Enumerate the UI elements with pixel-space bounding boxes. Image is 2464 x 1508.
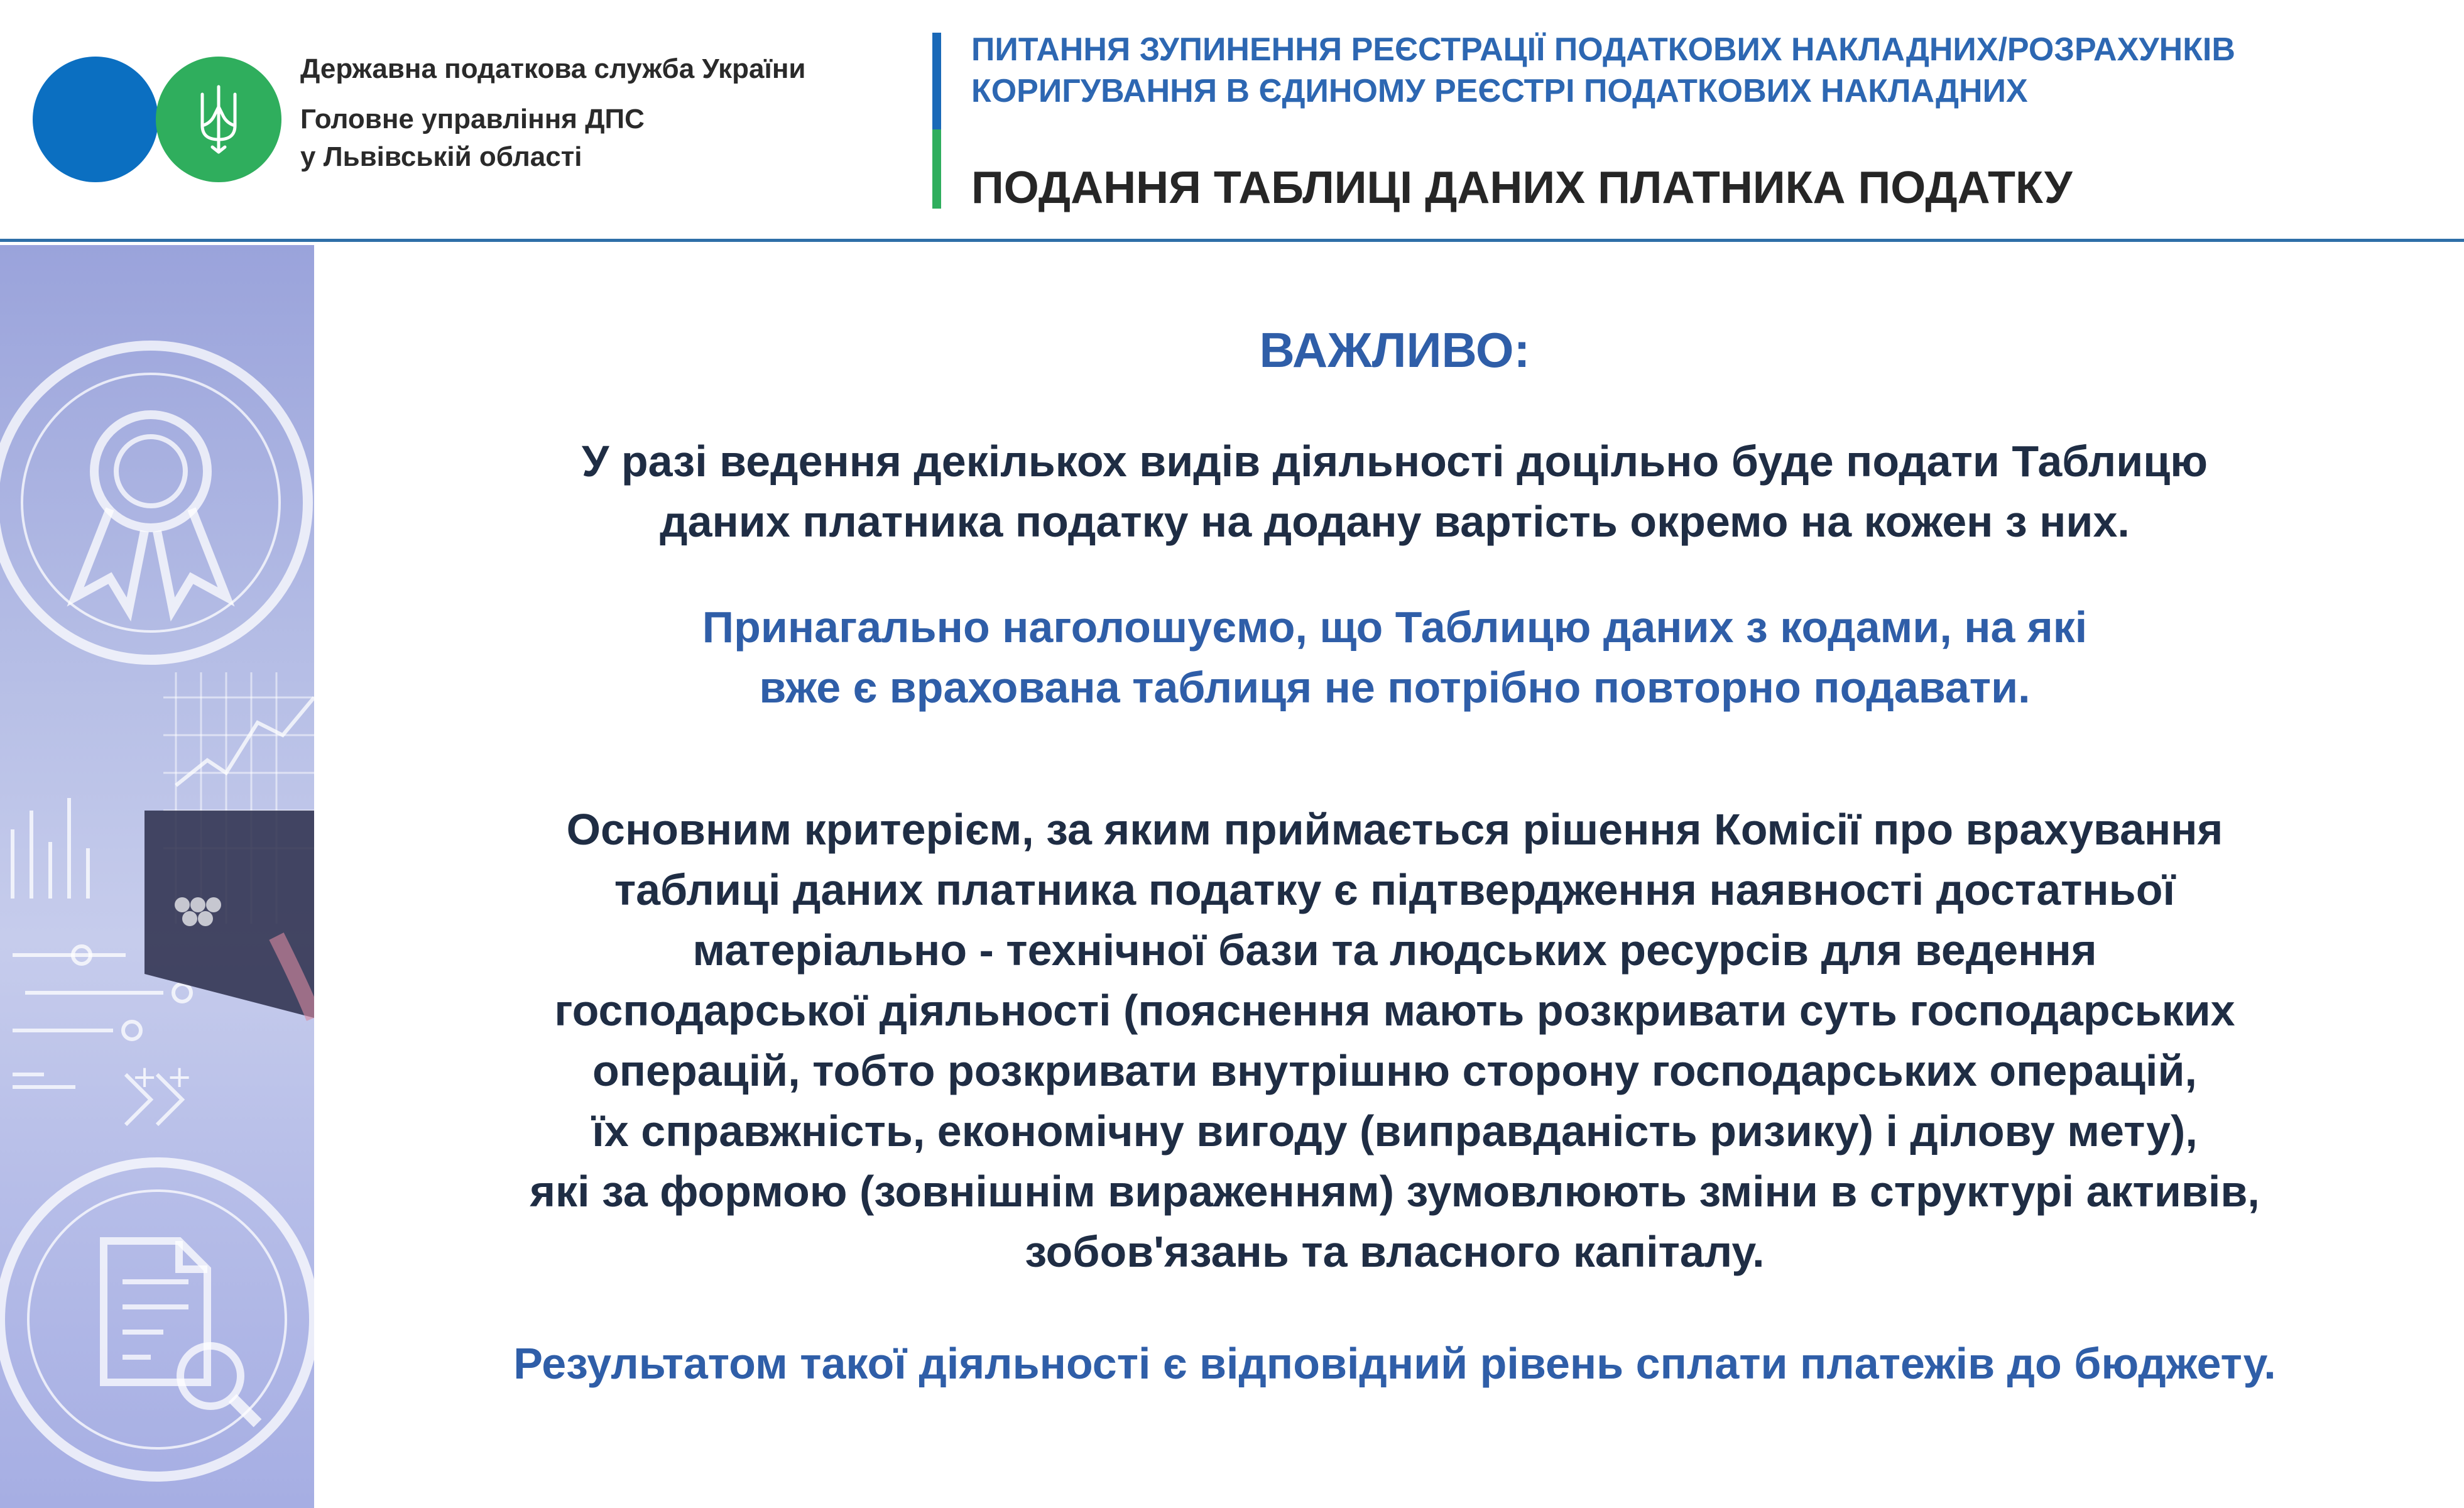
header: [0, 0, 2464, 242]
paragraph-multiple-activities: [314, 431, 2464, 552]
paragraph-line: господарської діяльності (пояснення мають розкривати суть господарських: [554, 986, 2235, 1035]
header-divider: [932, 33, 941, 209]
topic-line-1: ПИТАННЯ ЗУПИНЕННЯ РЕЄСТРАЦІЇ ПОДАТКОВИХ НАКЛАДНИХ/РОЗРАХУНКІВ: [971, 31, 2235, 68]
paragraph-line: Принагально наголошуємо, що Таблицю даних з кодами, на які: [702, 603, 2088, 652]
paragraph-line: операцій, тобто розкривати внутрішню сторону господарських операцій,: [592, 1046, 2197, 1095]
topic-line-2: КОРИГУВАННЯ В ЄДИНОМУ РЕЄСТРІ ПОДАТКОВИХ НАКЛАДНИХ: [971, 73, 2028, 109]
logo-green-circle: [156, 57, 281, 182]
paragraph-line: вже є врахована таблиця не потрібно повторно подавати.: [759, 663, 2031, 712]
paragraph-line: даних платника податку на додану вартість окремо на кожен з них.: [660, 497, 2130, 546]
paragraph-no-resubmission: [314, 597, 2464, 718]
section-title: ПОДАННЯ ТАБЛИЦІ ДАНИХ ПЛАТНИКА ПОДАТКУ: [971, 163, 2073, 213]
paragraph-line: Основним критерієм, за яким приймається рішення Комісії про врахування: [566, 805, 2223, 854]
org-service: Державна податкова служба України: [300, 53, 806, 84]
paragraph-result: [314, 1333, 2464, 1394]
trident-icon: [194, 82, 244, 157]
important-label: ВАЖЛИВО:: [1259, 322, 1530, 378]
paragraph-line: зобов'язань та власного капіталу.: [1025, 1227, 1765, 1276]
paragraph-line: таблиці даних платника податку є підтвердження наявності достатньої: [614, 865, 2176, 914]
org-department-line1: Головне управління ДПС: [300, 104, 645, 134]
paragraph-main-criterion: [314, 799, 2464, 1282]
organization-name: [300, 50, 805, 176]
topic-heading: [971, 29, 2235, 112]
paragraph-line: матеріально - технічної бази та людських ресурсів для ведення: [692, 926, 2097, 975]
svg-text:+ +: + +: [132, 1059, 192, 1095]
paragraph-line: їх справжність, економічну вигоду (виправданість ризику) і ділову мету),: [592, 1106, 2198, 1156]
main-content: [314, 245, 2464, 1508]
paragraph-line: які за формою (зовнішнім вираженням) зумовлюють зміни в структурі активів,: [530, 1167, 2260, 1216]
paragraph-line: Результатом такої діяльності є відповідний рівень сплати платежів до бюджету.: [513, 1339, 2276, 1388]
paragraph-line: У разі ведення декількох видів діяльності доцільно буде подати Таблицю: [581, 437, 2208, 486]
logo-blue-circle: [33, 57, 158, 182]
side-decoration-panel: [0, 245, 314, 1508]
org-department-line2: у Львівській області: [300, 141, 582, 172]
award-ribbon-icon: [75, 415, 226, 609]
document-search-icon: [104, 1241, 258, 1423]
side-decoration: [0, 245, 314, 1508]
